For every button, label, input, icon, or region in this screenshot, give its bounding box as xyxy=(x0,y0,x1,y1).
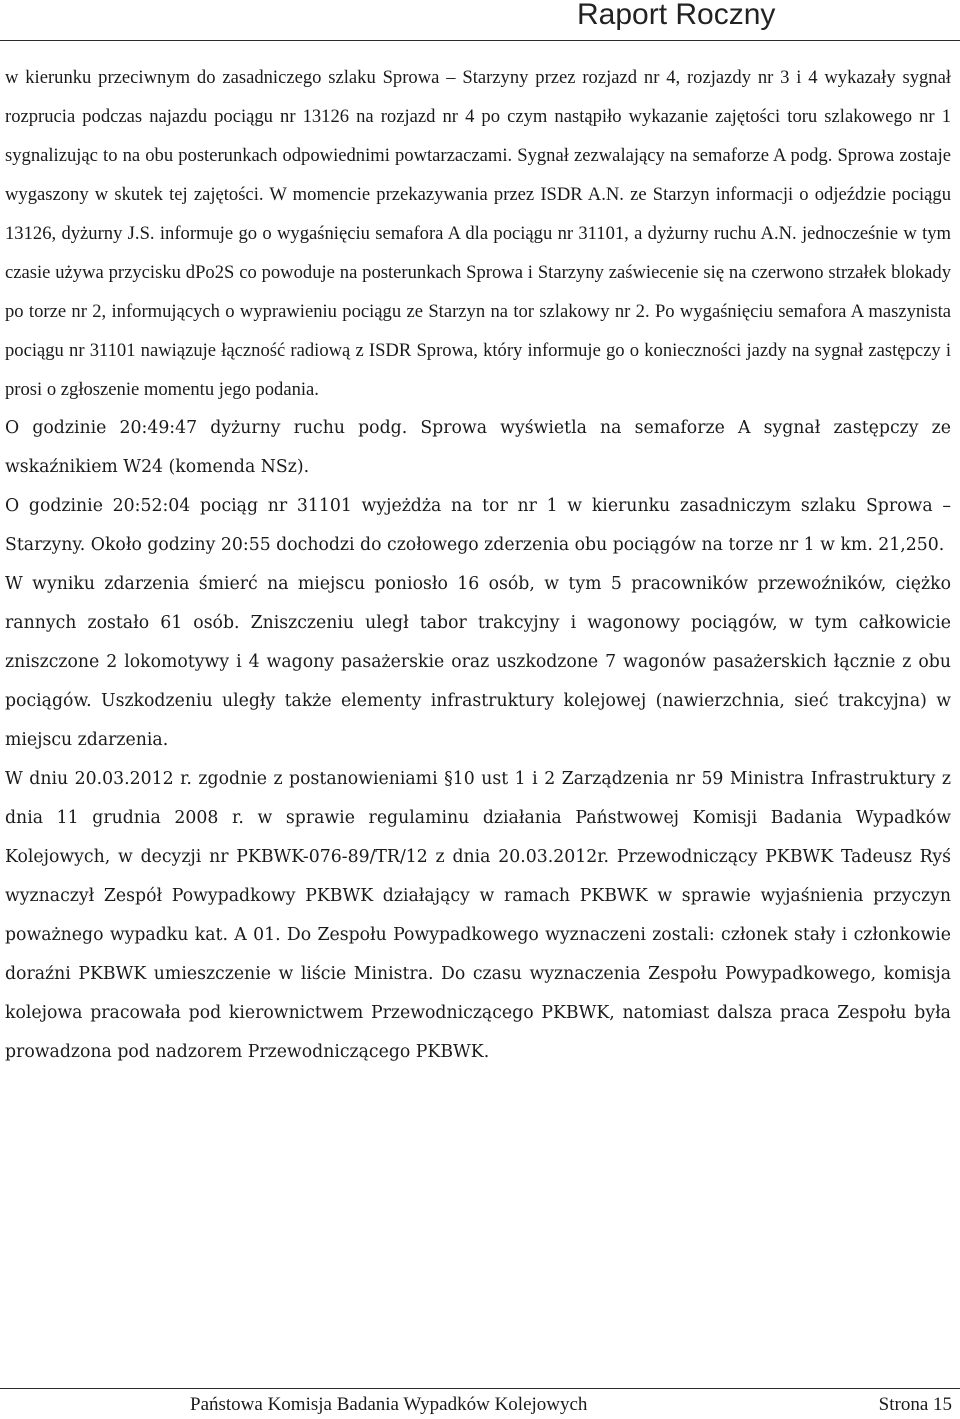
footer-divider xyxy=(0,1388,960,1389)
page-number: Strona 15 xyxy=(878,1394,952,1415)
paragraph-substitute-signal: O godzinie 20:49:47 dyżurny ruchu podg. Sprowa wyświetla na semaforze A sygnał zastępczy ze wskaźnikiem W24 (komenda NSz). xyxy=(5,418,951,477)
running-header-title: Raport Roczny xyxy=(577,0,776,31)
footer-organization: Państowa Komisja Badania Wypadków Kolejowych xyxy=(190,1394,588,1415)
header-divider xyxy=(0,40,960,41)
report-body xyxy=(5,58,951,1072)
paragraph-casualties: W wyniku zdarzenia śmierć na miejscu poniosło 16 osób, w tym 5 pracowników przewoźników, ciężko rannych zostało 61 osób. Zniszczeniu uległ tabor trakcyjny i wagonowy pociągów, w tym całkowicie zniszczone 2 lokomotywy i 4 wagony pasażerskie oraz uszkodzone 7 wagonów pasażerskich łącznie z obu pociągów. Uszkodzeniu uległy także elementy infrastruktury kolejowej (nawierzchnia, sieć trakcyjna) w miejscu zdarzenia. xyxy=(5,574,951,750)
paragraph-collision: O godzinie 20:52:04 pociąg nr 31101 wyjeżdża na tor nr 1 w kierunku zasadniczym szlaku Sprowa – Starzyny. Około godziny 20:55 dochodzi do czołowego zderzenia obu pociągów na torze nr 1 w km. 21,250. xyxy=(5,496,951,555)
paragraph-commission: W dniu 20.03.2012 r. zgodnie z postanowieniami §10 ust 1 i 2 Zarządzenia nr 59 Ministra Infrastruktury z dnia 11 grudnia 2008 r. w sprawie regulaminu działania Państwowej Komisji Badania Wypadków Kolejowych, w decyzji nr PKBWK-076-89/TR/12 z dnia 20.03.2012r. Przewodniczący PKBWK Tadeusz Ryś wyznaczył Zespół Powypadkowy PKBWK działający w ramach PKBWK w sprawie wyjaśnienia przyczyn poważnego wypadku kat. A 01. Do Zespołu Powypadkowego wyznaczeni zostali: członek stały i członkowie doraźni PKBWK umieszczenie w liście Ministra. Do czasu wyznaczenia Zespołu Powypadkowego, komisja kolejowa pracowała pod kierownictwem Przewodniczącego PKBWK, natomiast dalsza praca Zespołu była prowadzona pod nadzorem Przewodniczącego PKBWK. xyxy=(5,769,951,1062)
paragraph-incident-sequence: w kierunku przeciwnym do zasadniczego szlaku Sprowa – Starzyny przez rozjazd nr 4, rozjazdy nr 3 i 4 wykazały sygnał rozprucia podczas najazdu pociągu nr 13126 na rozjazd nr 4 po czym nastąpiło wykazanie zajętości toru szlakowego nr 1 sygnalizując to na obu posterunkach odpowiednimi powtarzaczami. Sygnał zezwalający na semaforze A podg. Sprowa zostaje wygaszony w skutek tej zajętości. W momencie przekazywania przez ISDR A.N. ze Starzyn informacji o odjeździe pociągu 13126, dyżurny J.S. informuje go o wygaśnięciu semafora A dla pociągu nr 31101, a dyżurny ruchu A.N. jednocześnie w tym czasie używa przycisku dPo2S co powoduje na posterunkach Sprowa i Starzyny zaświecenie się na czerwono strzałek blokady po torze nr 2, informujących o wyprawieniu pociągu ze Starzyn na tor szlakowy nr 2. Po wygaśnięciu semafora A maszynista pociągu nr 31101 nawiązuje łączność radiową z ISDR Sprowa, który informuje go o konieczności jazdy na sygnał zastępczy i prosi o zgłoszenie momentu jego podania. xyxy=(5,67,951,400)
